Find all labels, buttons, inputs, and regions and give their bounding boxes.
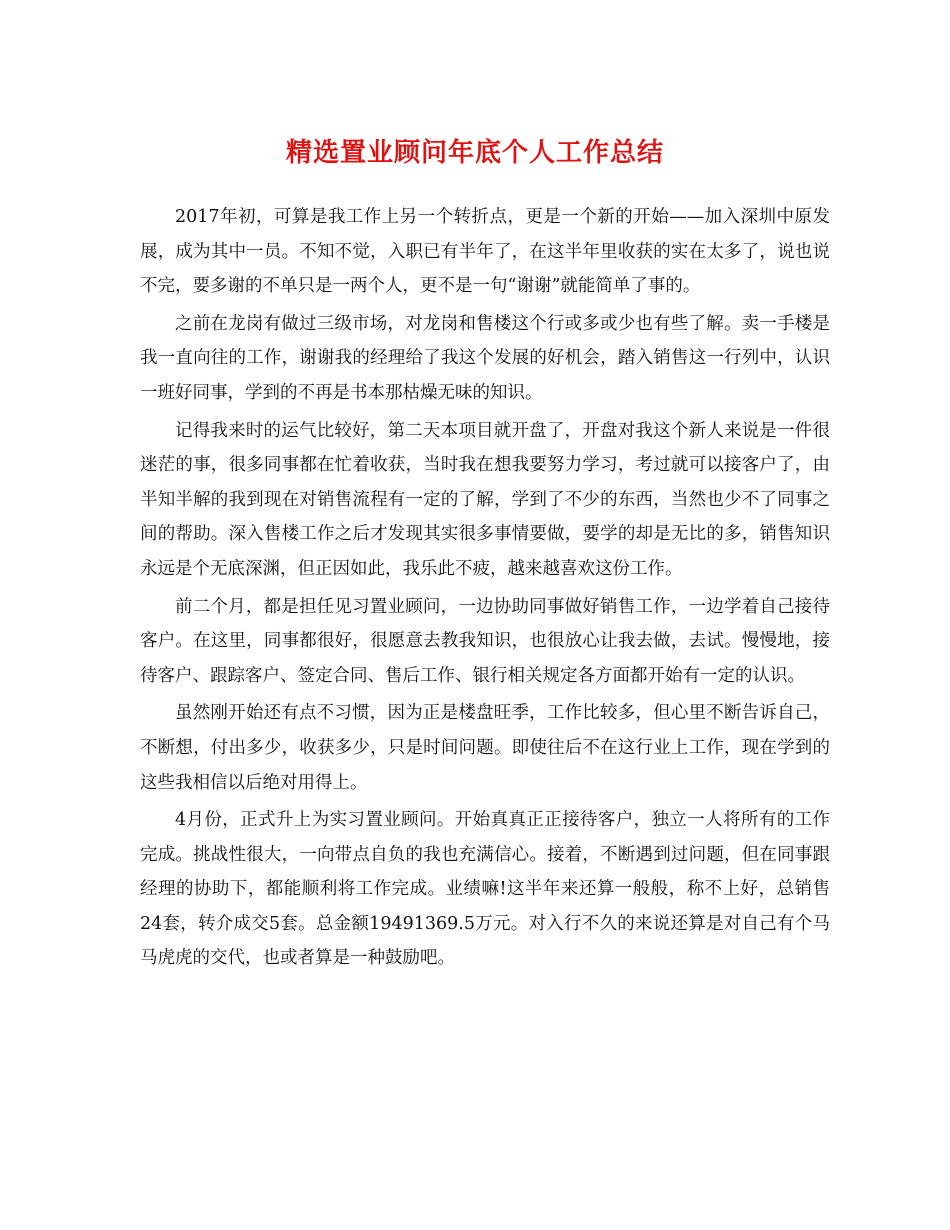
paragraph: 虽然刚开始还有点不习惯，因为正是楼盘旺季，工作比较多，但心里不断告诉自己，不断想，付出多少，收获多少，只是时间问题。即使往后不在这行业上工作，现在学到的这些我相信以后绝对用得上。: [140, 703, 830, 793]
paragraph: 前二个月，都是担任见习置业顾问，一边协助同事做好销售工作，一边学着自己接待客户。在这里，同事都很好，很愿意去教我知识，也很放心让我去做，去试。慢慢地，接待客户、跟踪客户、签定合同、售后工作、银行相关规定各方面都开始有一定的认识。: [140, 596, 830, 686]
paragraph: 4月份，正式升上为实习置业顾问。开始真真正正接待客户，独立一人将所有的工作完成。挑战性很大，一向带点自负的我也充满信心。接着，不断遇到过问题，但在同事跟经理的协助下，都能顺利将工作完成。业绩嘛!这半年来还算一般般，称不上好，总销售24套，转介成交5套。总金额19491369.5万元。对入行不久的来说还算是对自己有个马马虎虎的交代，也或者算是一种鼓励吧。: [140, 810, 830, 969]
document-title: 精选置业顾问年底个人工作总结: [285, 138, 664, 168]
paragraph: 记得我来时的运气比较好，第二天本项目就开盘了，开盘对我这个新人来说是一件很迷茫的事，很多同事都在忙着收获，当时我在想我要努力学习，考过就可以接客户了，由半知半解的我到现在对销售流程有一定的了解，学到了不少的东西，当然也少不了同事之间的帮助。深入售楼工作之后才发现其实很多事情要做，要学的却是无比的多，销售知识永远是个无底深渊，但正因如此，我乐此不疲，越来越喜欢这份工作。: [140, 420, 830, 579]
paragraph: 2017年初，可算是我工作上另一个转折点，更是一个新的开始——加入深圳中原发展，成为其中一员。不知不觉，入职已有半年了，在这半年里收获的实在太多了，说也说不完，要多谢的不单只是一两个人，更不是一句“谢谢”就能简单了事的。: [140, 207, 830, 297]
paragraph: 之前在龙岗有做过三级市场，对龙岗和售楼这个行或多或少也有些了解。卖一手楼是我一直向往的工作，谢谢我的经理给了我这个发展的好机会，踏入销售这一行列中，认识一班好同事，学到的不再是书本那枯燥无味的知识。: [140, 313, 830, 403]
document-body: [140, 200, 830, 979]
